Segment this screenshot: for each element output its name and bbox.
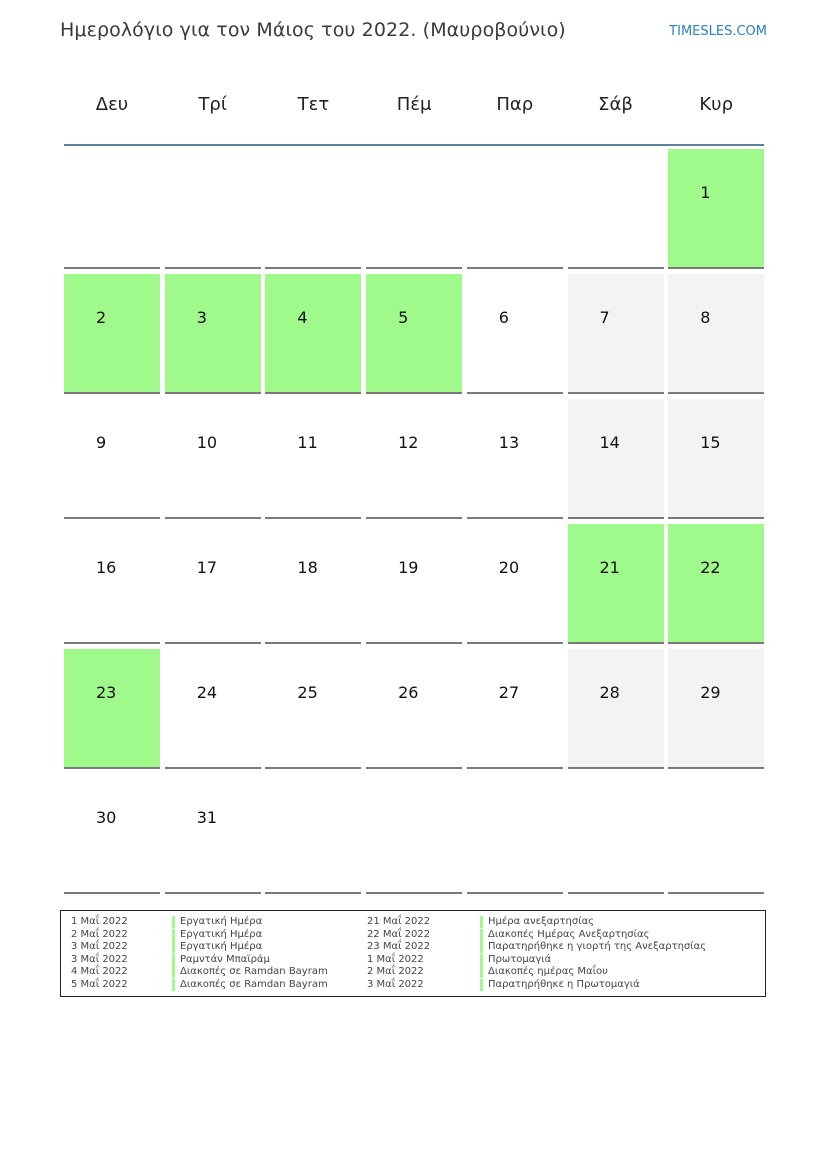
- day-cell[interactable]: [568, 274, 664, 394]
- empty-day-cell: [467, 149, 563, 269]
- day-cell[interactable]: [366, 524, 462, 644]
- day-number: 13: [498, 433, 520, 452]
- brand-link[interactable]: TIMESLES.COM: [669, 24, 767, 39]
- day-number: 23: [96, 683, 117, 702]
- day-cell[interactable]: [265, 524, 361, 644]
- day-cell[interactable]: [165, 774, 261, 894]
- holiday-name: Ημέρα ανεξαρτησίας: [480, 916, 594, 928]
- holiday-name: Εργατική Ημέρα: [172, 916, 262, 928]
- day-cell[interactable]: [265, 649, 361, 769]
- holiday-date: 2 Μαΐ 2022: [71, 928, 128, 940]
- weekday-header: [64, 64, 764, 146]
- day-cell[interactable]: [467, 649, 563, 769]
- day-cell[interactable]: [265, 274, 361, 394]
- day-cell[interactable]: [165, 524, 261, 644]
- holiday-date: 4 Μαΐ 2022: [71, 966, 128, 977]
- day-cell[interactable]: [366, 274, 462, 394]
- day-number: 17: [196, 558, 218, 577]
- day-cell[interactable]: [165, 649, 261, 769]
- day-number: 21: [599, 558, 620, 577]
- holiday-name: Διακοπές Ημέρας Ανεξαρτησίας: [480, 929, 649, 941]
- day-cell[interactable]: [668, 274, 764, 394]
- day-cell[interactable]: [668, 399, 764, 519]
- weekday-label: Τρί: [198, 93, 227, 115]
- day-number: 5: [398, 308, 409, 327]
- day-number: 4: [297, 308, 308, 327]
- holiday-date: 5 Μαΐ 2022: [71, 978, 128, 990]
- holiday-date: 3 Μαΐ 2022: [71, 941, 128, 952]
- day-number: 31: [196, 808, 218, 827]
- empty-day-cell: [64, 149, 160, 269]
- day-number: 8: [700, 308, 711, 327]
- day-number: 10: [196, 433, 218, 452]
- empty-day-cell: [265, 149, 361, 269]
- weekday-label: Παρ: [496, 93, 534, 115]
- holiday-name: Παρατηρήθηκε η γιορτή της Ανεξαρτησίας: [480, 941, 706, 953]
- day-number: 25: [297, 683, 318, 702]
- day-cell[interactable]: [568, 524, 664, 644]
- day-cell[interactable]: [568, 649, 664, 769]
- holiday-date: 21 Μαΐ 2022: [367, 916, 431, 927]
- day-cell[interactable]: [64, 274, 160, 394]
- holiday-name: Διακοπές σε Ramdan Bayram: [172, 979, 328, 991]
- day-number: 20: [498, 558, 520, 577]
- holiday-date: 1 Μαΐ 2022: [367, 953, 424, 965]
- day-number: 14: [599, 433, 620, 452]
- day-cell[interactable]: [668, 649, 764, 769]
- holiday-name: Διακοπές ημέρας Μαΐου: [480, 966, 608, 978]
- day-cell[interactable]: [165, 274, 261, 394]
- day-number: 22: [700, 558, 721, 577]
- day-cell[interactable]: [265, 399, 361, 519]
- day-number: 6: [498, 308, 509, 327]
- empty-day-cell: [568, 774, 664, 894]
- empty-day-cell: [165, 149, 261, 269]
- day-number: 2: [96, 308, 107, 327]
- day-number: 28: [599, 683, 620, 702]
- weekday-label: Κυρ: [699, 93, 734, 115]
- holiday-date: 2 Μαΐ 2022: [367, 966, 424, 977]
- day-number: 29: [700, 683, 721, 702]
- holiday-date: 3 Μαΐ 2022: [71, 953, 128, 965]
- day-number: 12: [398, 433, 419, 452]
- holiday-name: Πρωτομαγιά: [480, 954, 551, 966]
- day-cell[interactable]: [668, 149, 764, 269]
- day-number: 26: [398, 683, 419, 702]
- empty-day-cell: [366, 149, 462, 269]
- day-cell[interactable]: [568, 399, 664, 519]
- holiday-name: Εργατική Ημέρα: [172, 941, 262, 953]
- day-number: 30: [96, 808, 117, 827]
- day-cell[interactable]: [668, 524, 764, 644]
- empty-day-cell: [265, 774, 361, 894]
- day-number: 11: [297, 433, 318, 452]
- day-number: 15: [700, 433, 721, 452]
- day-cell[interactable]: [64, 649, 160, 769]
- holiday-date: 1 Μαΐ 2022: [71, 916, 128, 927]
- empty-day-cell: [366, 774, 462, 894]
- weekday-label: Τετ: [297, 93, 330, 115]
- day-number: 7: [599, 308, 610, 327]
- day-number: 24: [196, 683, 218, 702]
- empty-day-cell: [668, 774, 764, 894]
- day-cell[interactable]: [467, 524, 563, 644]
- day-number: 9: [96, 433, 107, 452]
- holiday-date: 3 Μαΐ 2022: [367, 978, 424, 990]
- holiday-name: Εργατική Ημέρα: [172, 929, 262, 941]
- weekday-label: Πέμ: [396, 93, 432, 115]
- holiday-name: Παρατηρήθηκε η Πρωτομαγιά: [480, 979, 640, 991]
- holiday-legend: [60, 910, 766, 997]
- page-title: Ημερολόγιο για τον Μάιος του 2022. (Μαυροβούνιο): [60, 19, 566, 41]
- day-cell[interactable]: [165, 399, 261, 519]
- day-cell[interactable]: [467, 274, 563, 394]
- weekday-label: Σάβ: [598, 93, 633, 115]
- day-cell[interactable]: [64, 524, 160, 644]
- holiday-date: 22 Μαΐ 2022: [367, 928, 431, 940]
- empty-day-cell: [467, 774, 563, 894]
- holiday-name: Διακοπές σε Ramdan Bayram: [172, 966, 328, 978]
- day-cell[interactable]: [64, 399, 160, 519]
- day-cell[interactable]: [467, 399, 563, 519]
- day-number: 1: [700, 183, 711, 202]
- day-cell[interactable]: [366, 649, 462, 769]
- weekday-label: Δευ: [95, 93, 129, 115]
- day-number: 27: [498, 683, 520, 702]
- empty-day-cell: [568, 149, 664, 269]
- day-cell[interactable]: [366, 399, 462, 519]
- holiday-name: Ραμντάν Μπαϊράμ: [172, 954, 270, 966]
- day-number: 16: [96, 558, 117, 577]
- day-number: 18: [297, 558, 318, 577]
- day-cell[interactable]: [64, 774, 160, 894]
- day-number: 3: [196, 308, 207, 327]
- day-number: 19: [398, 558, 419, 577]
- holiday-date: 23 Μαΐ 2022: [367, 941, 431, 952]
